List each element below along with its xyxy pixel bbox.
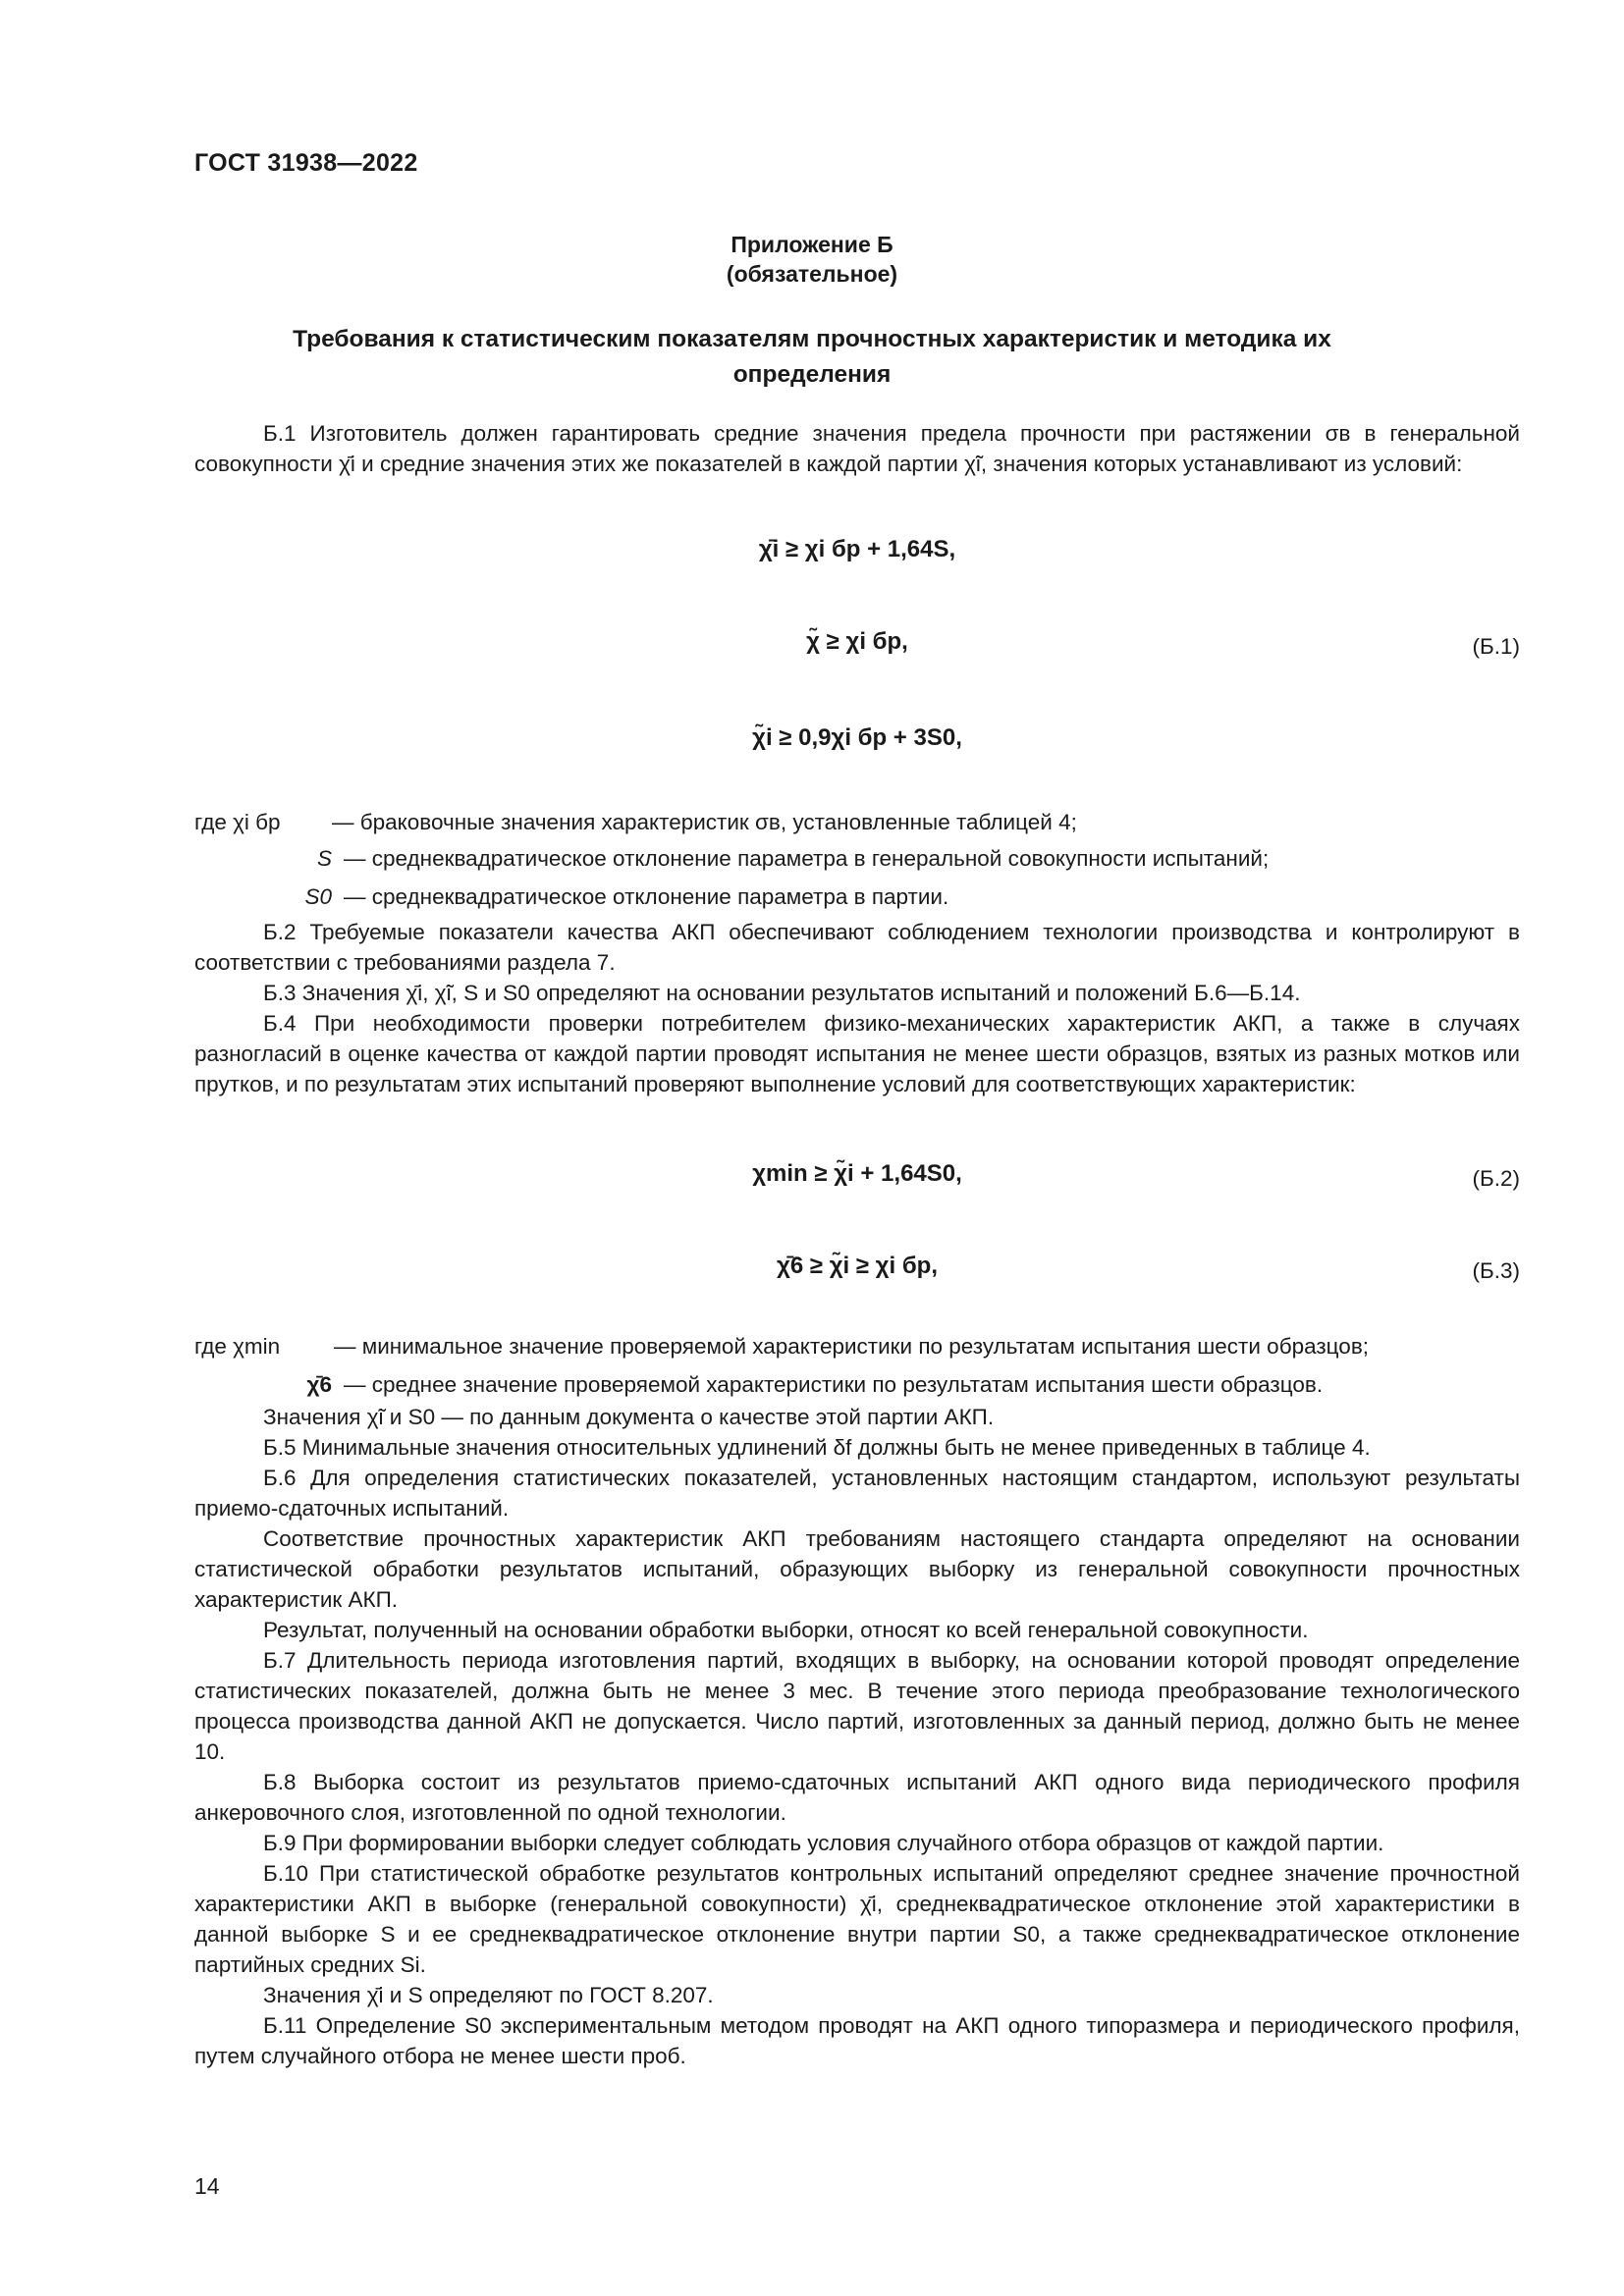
equation-number: (Б.3) — [1472, 1258, 1520, 1283]
paragraph-b5: Б.5 Минимальные значения относительных удлинений δf должны быть не менее приведенных в таблице 4. — [263, 1435, 1371, 1460]
document-code: ГОСТ 31938—2022 — [194, 149, 418, 177]
definition-symbol: где χmin — [194, 1334, 281, 1359]
paragraphs-b2-b4 — [194, 917, 1520, 1099]
formula-b2 — [194, 1160, 1520, 1200]
paragraph-b6-3: Результат, полученный на основании обработки выборки, относят ко всей генеральной совокупности. — [263, 1618, 1309, 1642]
definition-row — [194, 1331, 1520, 1362]
definitions-block-1 — [194, 807, 1520, 912]
paragraph-b8: Б.8 Выборка состоит из результатов приемо-сдаточных испытаний АКП одного вида периодического профиля анкеровочного слоя, изготовленной по одной технологии. — [194, 1770, 1520, 1825]
definition-symbol: χ̄6 — [306, 1372, 332, 1397]
definition-text: — среднеквадратическое отклонение параметра в генеральной совокупности испытаний; — [344, 846, 1270, 871]
formula-expression: χ̄i ≥ χi бр + 1,64S, — [758, 536, 956, 562]
formula-expression: χ̃i ≥ 0,9χi бр + 3S0, — [752, 724, 962, 751]
paragraph-b9: Б.9 При формировании выборки следует соблюдать условия случайного отбора образцов от каждой партии. — [263, 1831, 1384, 1855]
formula-b1-line3 — [194, 724, 1520, 764]
equation-number: (Б.2) — [1472, 1166, 1520, 1191]
formula-b1-line1 — [194, 536, 1520, 575]
formula-b3 — [194, 1253, 1520, 1292]
formula-expression: χ̃ ≥ χi бр, — [806, 628, 908, 655]
paragraph-b7: Б.7 Длительность периода изготовления партий, входящих в выборку, на основании которой проводят определение статистических показателей, должна быть не менее 3 мес. В течение этого периода преобразование технологического процесса производства данной АКП не допускается. Число партий, изготовленных за данный период, должно быть не менее 10. — [194, 1648, 1520, 1764]
definition-text: — браковочные значения характеристик σв, установленные таблицей 4; — [332, 810, 1077, 834]
definition-row — [194, 881, 1520, 912]
paragraphs-b5-b11 — [194, 1402, 1520, 2071]
paragraph-values-note: Значения χ̃i и S0 — по данным документа о качестве этой партии АКП. — [263, 1405, 995, 1429]
paragraph-b6-2: Соответствие прочностных характеристик АКП требованиям настоящего стандарта определяют на основании статистической обработки результатов испытаний, образующих выборку из генеральной совокупности прочностных характеристик АКП. — [194, 1526, 1520, 1612]
paragraph-b10-2: Значения χ̄i и S определяют по ГОСТ 8.207. — [263, 1983, 714, 2007]
equation-number: (Б.1) — [1472, 634, 1520, 659]
formula-b1-line2 — [194, 628, 1520, 667]
page-number: 14 — [194, 2173, 220, 2199]
definition-row — [194, 1369, 1520, 1400]
definitions-block-2 — [194, 1331, 1520, 1400]
section-title: Требования к статистическим показателям прочностных характеристик и методика их определения — [293, 326, 1331, 388]
formula-expression: χmin ≥ χ̃i + 1,64S0, — [752, 1160, 962, 1187]
paragraph-b10: Б.10 При статистической обработке результатов контрольных испытаний определяют среднее значение прочностной характеристики АКП в выборке (генеральной совокупности) χ̄i, среднеквадратическое отклонение этой характеристики в данной выборке S и ее среднеквадратическое отклонение внутри партии S0, а также среднеквадратическое отклонение партийных средних Si. — [194, 1861, 1520, 1977]
definition-row — [194, 807, 1520, 837]
formula-expression: χ̄6 ≥ χ̃i ≥ χi бр, — [777, 1253, 938, 1279]
definition-symbol: S — [316, 846, 332, 871]
definition-text: — минимальное значение проверяемой характеристики по результатам испытания шести образцов; — [334, 1334, 1370, 1359]
paragraph-b2: Б.2 Требуемые показатели качества АКП обеспечивают соблюдением технологии производства и контролируют в соответствии с требованиями раздела 7. — [194, 920, 1520, 975]
definition-text: — среднеквадратическое отклонение параметра в партии. — [344, 884, 949, 909]
paragraph-b4: Б.4 При необходимости проверки потребителем физико-механических характеристик АКП, а также в случаях разногласий в оценке качества от каждой партии проводят испытания не менее шести образцов, взятых из разных мотков или прутков, и по результатам этих испытаний проверяют выполнение условий для соответствующих характеристик: — [194, 1011, 1520, 1096]
paragraph-b11: Б.11 Определение S0 экспериментальным методом проводят на АКП одного типоразмера и периодического профиля, путем случайного отбора не менее шести проб. — [194, 2013, 1520, 2068]
definition-symbol: где χi бр — [194, 810, 281, 834]
paragraph-b3: Б.3 Значения χ̄i, χ̃i, S и S0 определяют на основании результатов испытаний и положений Б.6—Б.14. — [263, 981, 1301, 1005]
definition-symbol: S0 — [304, 884, 332, 909]
appendix-status: (обязательное) — [726, 261, 898, 287]
paragraph-b1: Б.1 Изготовитель должен гарантировать средние значения предела прочности при растяжении σв в генеральной совокупности χ̄i и средние значения этих же показателей в каждой партии χ̃i, значения которых устанавливают из условий: — [194, 421, 1520, 476]
appendix-title: Приложение Б — [731, 232, 893, 257]
definition-row — [194, 843, 1520, 874]
paragraph-b1-block — [194, 418, 1520, 479]
paragraph-b6: Б.6 Для определения статистических показателей, установленных настоящим стандартом, используют результаты приемо-сдаточных испытаний. — [194, 1466, 1520, 1521]
definition-text: — среднее значение проверяемой характеристики по результатам испытания шести образцов. — [344, 1372, 1324, 1397]
